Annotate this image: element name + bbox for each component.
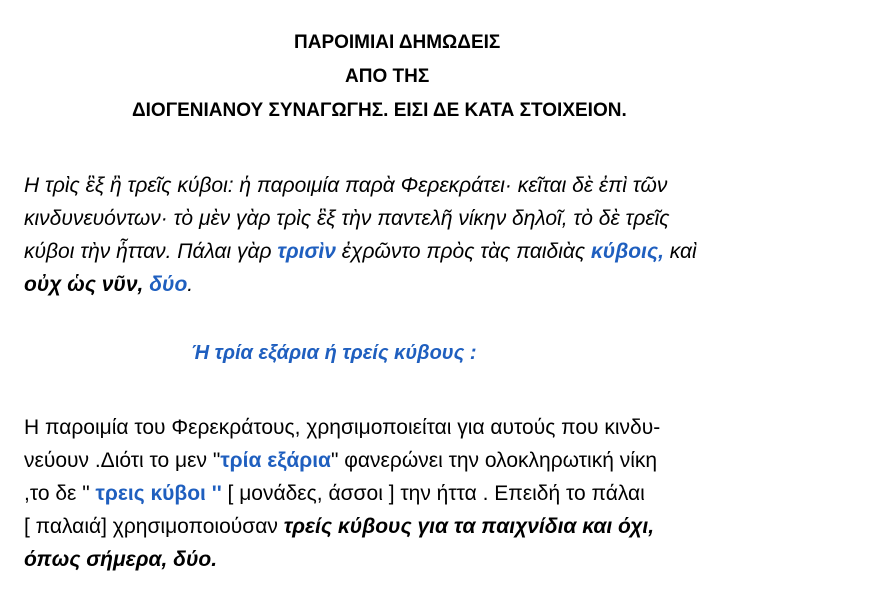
- highlight-tria-exaria: τρία εξάρια: [220, 449, 331, 472]
- modern-text: " φανερώνει την ολοκληρωτική νίκη: [330, 449, 658, 472]
- title-line-1: ΠΑΡΟΙΜΙΑΙ ΔΗΜΩΔΕΙΣ: [294, 32, 501, 53]
- modern-text: νεύουν .Διότι το μεν ": [24, 449, 221, 472]
- bold-italic-phrase: τρείς κύβους για τα παιχνίδια και όχι,: [283, 515, 655, 538]
- modern-text: ,το δε ": [24, 482, 96, 505]
- modern-line-1: Η παροιμία του Φερεκράτους, χρησιμοποιείται για αυτούς που κινδυ-: [24, 416, 661, 439]
- ancient-greek-paragraph: [24, 169, 864, 301]
- highlight-kyvois: κύβοις,: [590, 240, 664, 263]
- modern-line-3: [24, 477, 864, 510]
- highlight-treis-kyvoi: τρεις κύβοι '': [95, 482, 222, 505]
- modern-line-5: όπως σήμερα, δύο.: [24, 548, 218, 571]
- modern-text: [ παλαιά] χρησιμοποιούσαν: [24, 515, 284, 538]
- bold-ouch-os-nyn: οὐχ ὡς νῦν,: [24, 273, 144, 296]
- highlight-trisin: τρισὶν: [277, 240, 336, 263]
- ancient-line-3: [24, 235, 864, 268]
- ancient-line-4: [24, 268, 864, 301]
- highlight-dyo: δύο: [149, 273, 188, 296]
- ancient-text: ἐχρῶντο πρὸς τὰς παιδιὰς: [335, 240, 591, 263]
- modern-line-4: [24, 510, 864, 543]
- title-line-2: ΑΠΟ ΤΗΣ: [345, 66, 430, 87]
- ancient-text: καὶ: [663, 240, 697, 263]
- modern-text: [ μονάδες, άσσοι ] την ήττα . Επειδή το πάλαι: [221, 482, 645, 505]
- ancient-line-2: κινδυνευόντων· τὸ μὲν γὰρ τρὶς ἓξ τὴν παντελῆ νίκην δηλοῖ, τὸ δὲ τρεῖς: [24, 207, 670, 230]
- ancient-text: .: [187, 273, 194, 296]
- translation-subheading: Ή τρία εξάρια ή τρείς κύβους :: [191, 342, 477, 364]
- ancient-line-1: Η τρὶς ἓξ ἢ τρεῖς κύβοι: ἡ παροιμία παρὰ Φερεκράτει· κεῖται δὲ ἐπὶ τῶν: [24, 174, 668, 197]
- title-line-3: ΔΙΟΓΕΝΙΑΝΟΥ ΣΥΝΑΓΩΓΗΣ. ΕΙΣΙ ΔΕ ΚΑΤΑ ΣΤΟΙΧΕΙΟΝ.: [132, 100, 627, 121]
- modern-line-2: [24, 444, 864, 477]
- ancient-text: κύβοι τὴν ἧτταν. Πάλαι γὰρ: [24, 240, 278, 263]
- modern-greek-paragraph: [24, 411, 864, 576]
